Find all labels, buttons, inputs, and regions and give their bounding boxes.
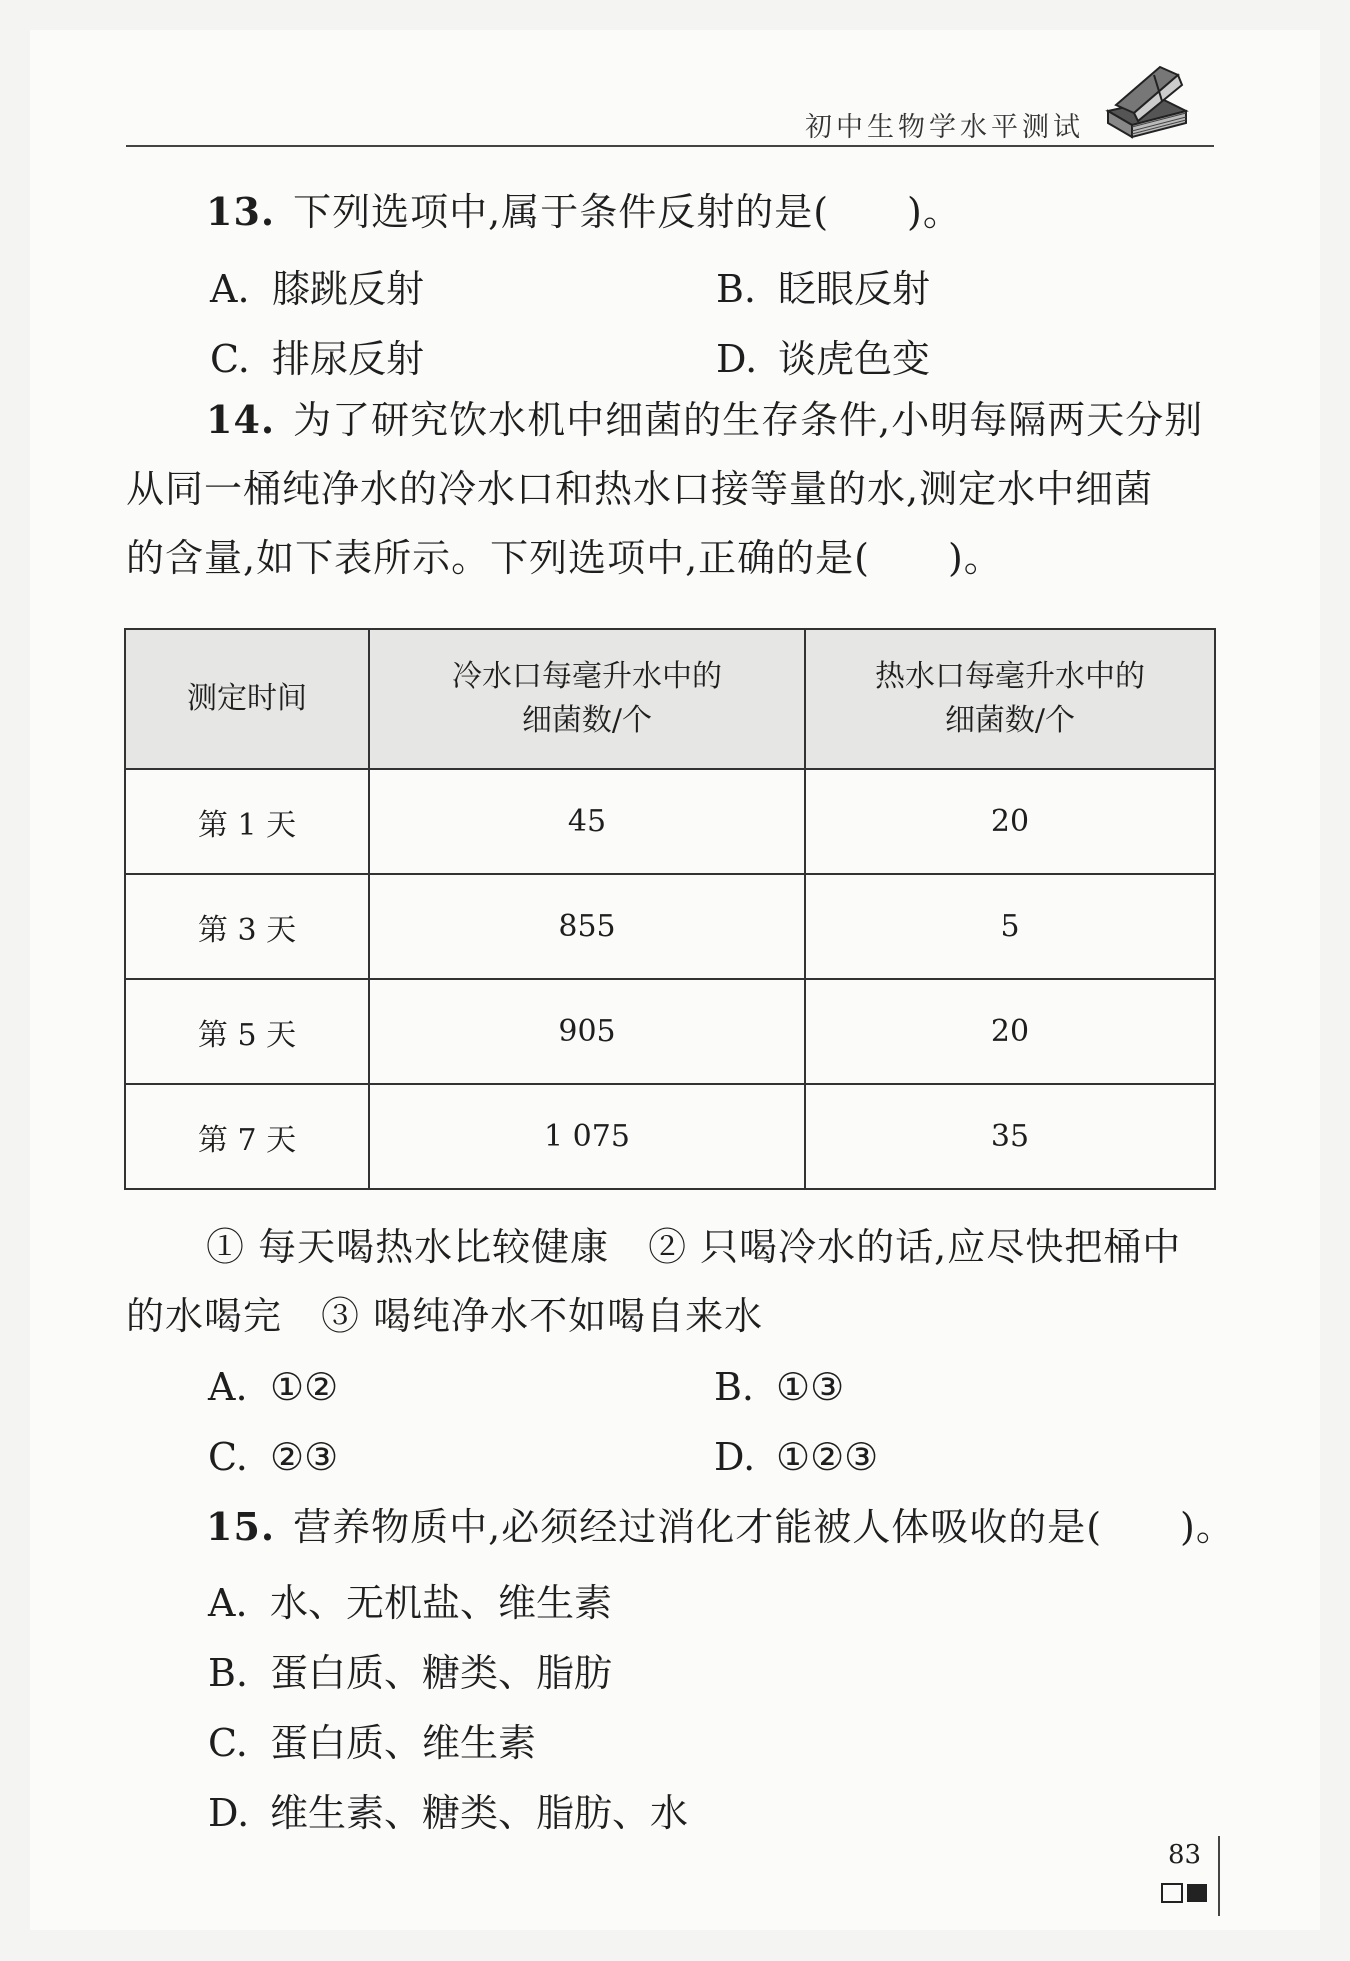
page-number: 83 [1168,1840,1202,1870]
statements-line-1: ① 每天喝热水比较健康 ② 只喝冷水的话,应尽快把桶中 [206,1225,1182,1269]
q15-option-d[interactable]: D. 维生素、糖类、脂肪、水 [208,1791,689,1835]
table-cell: 905 [369,979,805,1084]
table-cell: 第 3 天 [125,874,369,979]
question-14 [126,385,1216,593]
table-header-time: 测定时间 [125,629,369,769]
table-header-cold: 冷水口每毫升水中的 细菌数/个 [369,629,805,769]
page-marker-icon [1160,1882,1212,1904]
question-15 [126,1492,1235,1562]
q14-option-d[interactable]: D. ①②③ [714,1435,879,1479]
question-13-number: 13. [206,189,276,234]
table-cell: 20 [805,979,1215,1084]
book-stack-icon [1102,61,1194,143]
page-divider [1218,1836,1220,1916]
question-14-stem-line-3: 的含量,如下表所示。下列选项中,正确的是( )。 [126,536,1003,580]
table-header-hot: 热水口每毫升水中的 细菌数/个 [805,629,1215,769]
table-row [125,874,1215,979]
table-cell: 20 [805,769,1215,874]
question-14-stem-line-2: 从同一桶纯净水的冷水口和热水口接等量的水,测定水中细菌 [126,467,1154,511]
q15-option-b[interactable]: B. 蛋白质、糖类、脂肪 [208,1651,613,1695]
header-title: 初中生物学水平测试 [805,112,1084,143]
statements-line-2: 的水喝完 ③ 喝纯净水不如喝自来水 [126,1294,764,1338]
question-13 [126,177,1216,247]
table-cell: 45 [369,769,805,874]
q14-option-b[interactable]: B. ①③ [714,1365,845,1409]
table-cell: 第 5 天 [125,979,369,1084]
table-cell: 855 [369,874,805,979]
table-cell: 第 7 天 [125,1084,369,1189]
q13-option-c[interactable]: C. 排尿反射 [210,337,425,381]
question-14-stem-line-1: 14. 为了研究饮水机中细菌的生存条件,小明每隔两天分别 [206,397,1204,442]
bacteria-table [124,628,1216,1190]
table-cell: 35 [805,1084,1215,1189]
table-cell: 5 [805,874,1215,979]
table-row [125,769,1215,874]
q13-option-d[interactable]: D. 谈虎色变 [716,337,931,381]
q15-option-c[interactable]: C. 蛋白质、维生素 [208,1721,537,1765]
question-15-number: 15. [206,1504,276,1549]
table-cell: 1 075 [369,1084,805,1189]
table-row [125,1084,1215,1189]
q13-option-a[interactable]: A. 膝跳反射 [210,267,425,311]
question-15-stem: 15. 营养物质中,必须经过消化才能被人体吸收的是( )。 [206,1504,1235,1549]
q15-option-a[interactable]: A. 水、无机盐、维生素 [208,1581,613,1625]
table-cell: 第 1 天 [125,769,369,874]
question-14-number: 14. [206,397,276,442]
q14-option-c[interactable]: C. ②③ [208,1435,339,1479]
table-row [125,979,1215,1084]
page-header [126,112,1214,147]
q13-option-b[interactable]: B. 眨眼反射 [716,267,931,311]
question-14-statements [126,1213,1216,1351]
q14-option-a[interactable]: A. ①② [208,1365,339,1409]
question-13-stem: 13. 下列选项中,属于条件反射的是( )。 [206,189,962,234]
table-header-row [125,629,1215,769]
